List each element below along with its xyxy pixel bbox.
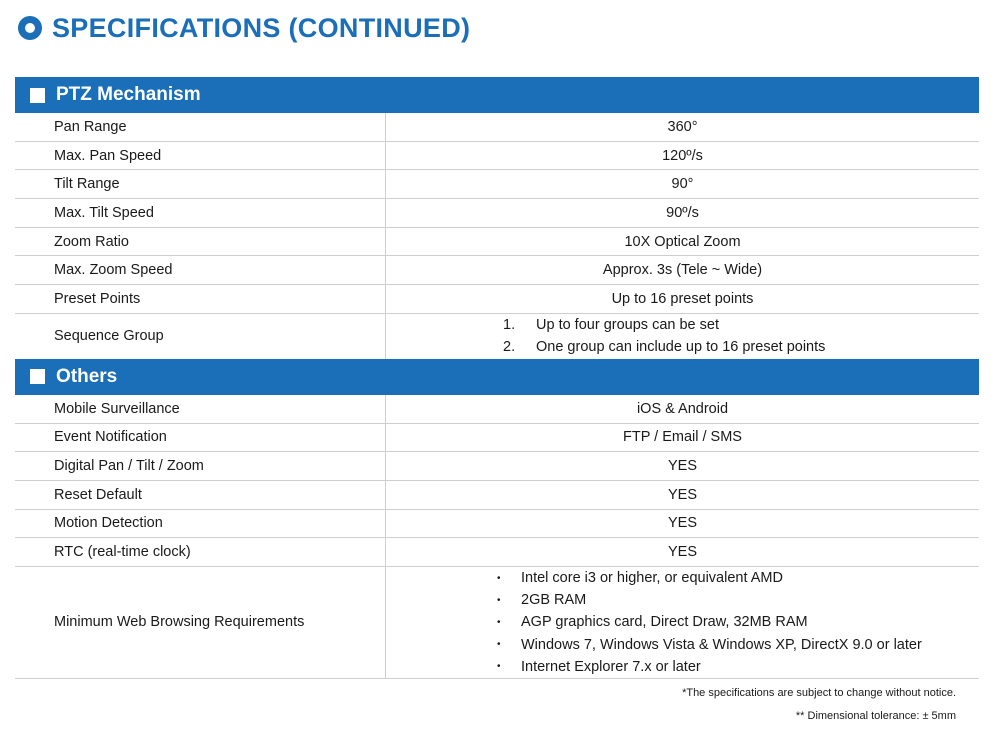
- list-item-text: One group can include up to 16 preset points: [536, 339, 826, 356]
- page-header: [18, 10, 470, 46]
- spec-label: Max. Pan Speed: [15, 142, 386, 170]
- list-item: [503, 336, 979, 358]
- spec-value: 10X Optical Zoom: [624, 233, 741, 250]
- list-item-text: Windows 7, Windows Vista & Windows XP, DirectX 9.0 or later: [521, 636, 922, 653]
- spec-label: RTC (real-time clock): [15, 538, 386, 566]
- spec-label: Pan Range: [15, 113, 386, 141]
- footnote-tolerance: ** Dimensional tolerance: ± 5mm: [795, 710, 956, 722]
- spec-row: [15, 170, 979, 199]
- spec-value: 90°: [671, 176, 694, 193]
- spec-value: [386, 314, 979, 359]
- spec-value: YES: [667, 544, 697, 561]
- spec-row: [15, 452, 979, 481]
- square-bullet-icon: [30, 369, 45, 384]
- list-item: [503, 314, 979, 336]
- section-header-ptz: [15, 77, 979, 113]
- list-number: 2.: [503, 339, 516, 356]
- bullet-icon: •: [497, 572, 501, 584]
- spec-value: [386, 567, 979, 678]
- spec-row: [15, 424, 979, 453]
- list-item-text: 2GB RAM: [521, 592, 587, 609]
- spec-row: [15, 395, 979, 424]
- spec-row: [15, 199, 979, 228]
- spec-value: Up to 16 preset points: [611, 290, 754, 307]
- spec-label: Sequence Group: [15, 314, 386, 359]
- spec-value: Approx. 3s (Tele ~ Wide): [602, 262, 763, 279]
- spec-row: [15, 142, 979, 171]
- spec-label: Minimum Web Browsing Requirements: [15, 567, 386, 678]
- spec-row-sequence-group: [15, 314, 979, 359]
- spec-row: [15, 256, 979, 285]
- list-item: [497, 589, 979, 611]
- spec-value: FTP / Email / SMS: [623, 429, 742, 446]
- spec-value: 90º/s: [666, 204, 699, 221]
- list-number: 1.: [503, 317, 516, 334]
- list-item: [497, 567, 979, 589]
- circle-bullet-icon: [18, 16, 42, 40]
- spec-label: Zoom Ratio: [15, 228, 386, 256]
- spec-value: YES: [667, 458, 697, 475]
- section-title: Others: [56, 365, 118, 387]
- spec-label: Digital Pan / Tilt / Zoom: [15, 452, 386, 480]
- list-item: [497, 634, 979, 656]
- spec-value: 120º/s: [662, 147, 703, 164]
- bullet-icon: •: [497, 616, 501, 628]
- spec-label: Max. Zoom Speed: [15, 256, 386, 284]
- footnote-change-notice: *The specifications are subject to change without notice.: [682, 687, 956, 699]
- bullet-icon: •: [497, 594, 501, 606]
- list-item-text: AGP graphics card, Direct Draw, 32MB RAM: [521, 614, 808, 631]
- bullet-icon: •: [497, 661, 501, 673]
- spec-row: [15, 510, 979, 539]
- spec-label: Motion Detection: [15, 510, 386, 538]
- section-title: PTZ Mechanism: [56, 84, 201, 105]
- spec-row-web-requirements: [15, 567, 979, 679]
- spec-value: YES: [667, 515, 697, 532]
- spec-row: [15, 228, 979, 257]
- numbered-list: [386, 314, 979, 358]
- spec-label: Reset Default: [15, 481, 386, 509]
- spec-value: iOS & Android: [636, 400, 729, 417]
- spec-row: [15, 285, 979, 314]
- spec-value: 360°: [667, 118, 698, 135]
- spec-sheet: [15, 77, 979, 679]
- spec-label: Max. Tilt Speed: [15, 199, 386, 227]
- square-bullet-icon: [30, 88, 45, 103]
- spec-label: Mobile Surveillance: [15, 395, 386, 423]
- spec-label: Event Notification: [15, 424, 386, 452]
- list-item-text: Internet Explorer 7.x or later: [521, 658, 701, 675]
- spec-row: [15, 113, 979, 142]
- section-header-others: [15, 359, 979, 395]
- list-item: [497, 656, 979, 678]
- page-title: SPECIFICATIONS (CONTINUED): [52, 12, 471, 43]
- spec-row: [15, 538, 979, 567]
- spec-label: Preset Points: [15, 285, 386, 313]
- list-item-text: Intel core i3 or higher, or equivalent AMD: [521, 570, 783, 587]
- list-item: [497, 611, 979, 633]
- spec-row: [15, 481, 979, 510]
- bullet-list: [386, 567, 979, 678]
- spec-label: Tilt Range: [15, 170, 386, 198]
- spec-value: YES: [667, 486, 697, 503]
- list-item-text: Up to four groups can be set: [536, 317, 719, 334]
- bullet-icon: •: [497, 639, 501, 651]
